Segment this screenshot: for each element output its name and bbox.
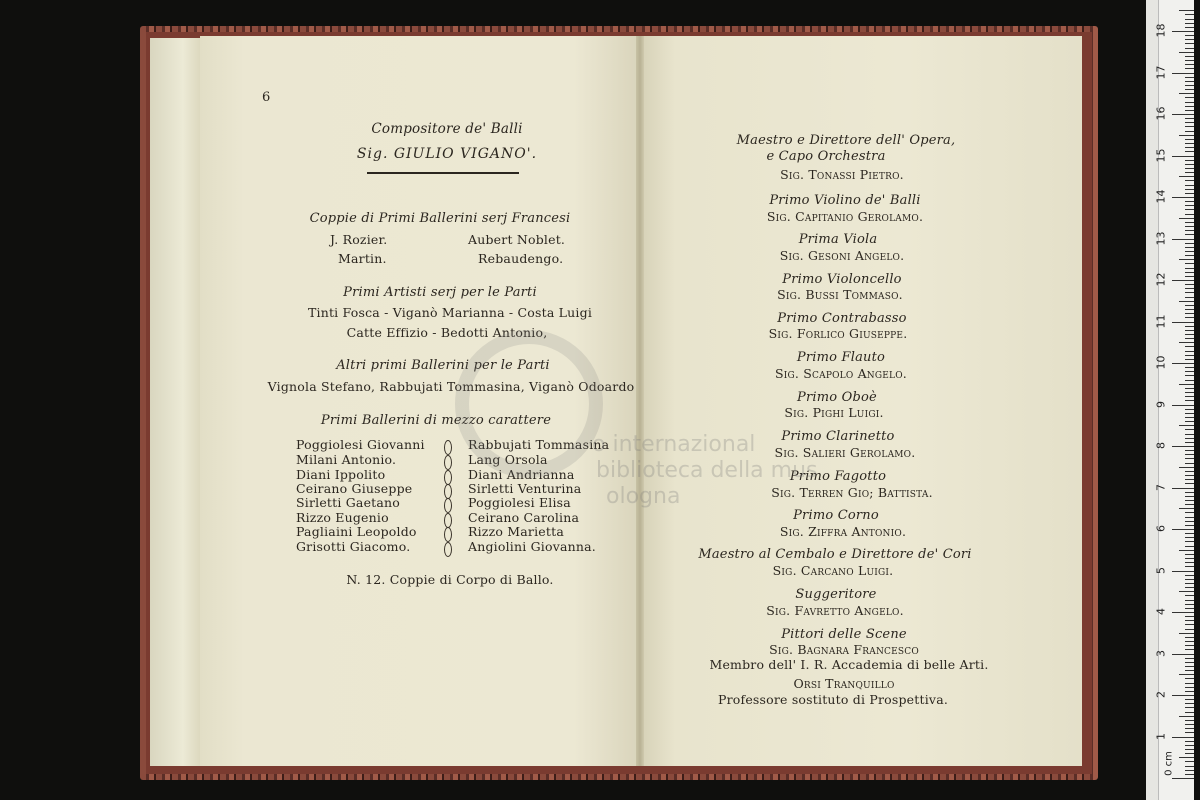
brace-ornament-icon	[444, 498, 452, 513]
entry-0-name: Sig. Tonassi Pietro.	[780, 167, 904, 182]
ruler-tick	[1185, 35, 1194, 36]
ruler-tick	[1185, 483, 1194, 484]
ruler-tick	[1185, 292, 1194, 293]
ruler-tick	[1185, 263, 1194, 264]
ruler-tick	[1185, 616, 1194, 617]
ruler-tick	[1185, 500, 1194, 501]
ruler-tick	[1185, 313, 1194, 314]
ruler-tick	[1179, 384, 1194, 385]
ruler-tick	[1185, 317, 1194, 318]
ruler-tick	[1185, 255, 1194, 256]
ruler-tick	[1185, 388, 1194, 389]
ruler-number: 6	[1154, 525, 1168, 532]
ruler-tick	[1185, 575, 1194, 576]
section4-left-1: Milani Antonio.	[296, 452, 397, 467]
entry-9-role: Primo Corno	[793, 508, 879, 523]
ruler-tick	[1172, 322, 1194, 323]
flyleaf	[150, 38, 206, 766]
section1-pair-0-left: J. Rozier.	[330, 232, 388, 247]
entry-11-role: Suggeritore	[795, 587, 877, 602]
painters-line-3: Professore sostituto di Prospettiva.	[717, 692, 949, 707]
ruler-tick	[1185, 272, 1194, 273]
section4-left-2: Diani Ippolito	[296, 467, 386, 482]
ruler-tick	[1185, 600, 1194, 601]
ruler-tick	[1185, 375, 1194, 376]
painters-line-0: Sig. Bagnara Francesco	[769, 642, 919, 657]
ruler-tick	[1179, 591, 1194, 592]
ruler-tick	[1185, 761, 1194, 762]
ruler-tick	[1185, 554, 1194, 555]
ruler-tick	[1185, 637, 1194, 638]
ruler-tick	[1185, 330, 1194, 331]
ruler-tick	[1185, 23, 1194, 24]
section4-title: Primi Ballerini di mezzo carattere	[320, 413, 552, 428]
ruler-number: 15	[1154, 148, 1168, 162]
watermark-line-3: ologna	[606, 484, 681, 509]
ruler-tick	[1185, 400, 1194, 401]
ruler-tick	[1185, 703, 1194, 704]
ruler-tick	[1185, 168, 1194, 169]
ruler-tick	[1185, 234, 1194, 235]
watermark-line-2: biblioteca della mus	[596, 458, 818, 483]
ruler-number: 2	[1154, 691, 1168, 698]
entry-6-role: Primo Oboè	[797, 390, 877, 405]
entry-9-name: Sig. Ziffra Antonio.	[779, 524, 907, 539]
entry-4-name: Sig. Forlico Giuseppe.	[768, 326, 908, 341]
ruler-tick	[1185, 43, 1194, 44]
section3-line: Vignola Stefano, Rabbujati Tommasina, Viganò Odoardo	[267, 379, 635, 394]
ruler-tick	[1172, 488, 1194, 489]
entry-3-role: Primo Violoncello	[782, 272, 902, 287]
entry-0-role2: e Capo Orchestra	[766, 149, 886, 164]
ruler-tick	[1185, 429, 1194, 430]
ruler-tick	[1172, 529, 1194, 530]
ruler-tick	[1185, 338, 1194, 339]
book-gutter	[636, 36, 644, 766]
ruler-tick	[1185, 583, 1194, 584]
ruler-tick	[1185, 732, 1194, 733]
section1-pair-0-right: Aubert Noblet.	[468, 232, 566, 247]
ruler-tick	[1185, 371, 1194, 372]
ruler-tick	[1185, 122, 1194, 123]
ruler-tick	[1185, 27, 1194, 28]
ruler-tick	[1185, 68, 1194, 69]
ruler-tick	[1185, 355, 1194, 356]
ruler-number: 3	[1154, 649, 1168, 657]
ruler-tick	[1185, 662, 1194, 663]
ruler-tick	[1185, 749, 1194, 750]
ruler-tick	[1185, 720, 1194, 721]
section4-right-3: Sirletti Venturina	[468, 481, 582, 496]
ruler-tick	[1185, 367, 1194, 368]
ruler-tick	[1185, 392, 1194, 393]
ruler-tick	[1185, 641, 1194, 642]
section2-line-1: Catte Effizio - Bedotti Antonio,	[346, 325, 548, 340]
ruler-tick	[1185, 189, 1194, 190]
ruler-tick	[1185, 185, 1194, 186]
section4-left-7: Grisotti Giacomo.	[296, 539, 411, 554]
ruler-tick	[1185, 118, 1194, 119]
ruler-tick	[1185, 151, 1194, 152]
ruler-tick	[1185, 334, 1194, 335]
ruler-tick	[1185, 629, 1194, 630]
ruler-tick	[1172, 695, 1194, 696]
section4-right-6: Rizzo Marietta	[468, 524, 565, 539]
ruler-tick	[1185, 409, 1194, 410]
ruler-tick	[1185, 106, 1194, 107]
ruler-tick	[1185, 562, 1194, 563]
ruler-tick	[1185, 77, 1194, 78]
ruler-tick	[1185, 19, 1194, 20]
ruler-tick	[1185, 492, 1194, 493]
ruler-tick	[1185, 745, 1194, 746]
ruler-number: 1	[1154, 732, 1168, 740]
ruler-tick	[1185, 521, 1194, 522]
brace-ornament-icon	[444, 484, 452, 499]
ruler-tick	[1185, 193, 1194, 194]
ruler-tick	[1179, 52, 1194, 53]
ruler-tick	[1185, 380, 1194, 381]
ruler-tick	[1185, 243, 1194, 244]
title-rule	[367, 172, 519, 174]
ruler-tick	[1185, 753, 1194, 754]
section1-pair-1-left: Martin.	[338, 251, 387, 266]
ruler-tick	[1185, 226, 1194, 227]
ruler-tick	[1185, 268, 1194, 269]
ruler-tick	[1185, 284, 1194, 285]
ruler-tick	[1185, 205, 1194, 206]
ruler-tick	[1179, 716, 1194, 717]
section4-left-6: Pagliaini Leopoldo	[296, 524, 417, 539]
ruler-tick	[1185, 496, 1194, 497]
ruler-tick	[1185, 608, 1194, 609]
ruler-tick	[1185, 288, 1194, 289]
ruler-tick	[1185, 180, 1194, 181]
ruler-tick	[1179, 633, 1194, 634]
section4-right-7: Angiolini Giovanna.	[468, 539, 596, 554]
section4-left-3: Ceirano Giuseppe	[296, 481, 413, 496]
ruler-tick	[1185, 687, 1194, 688]
ruler-tick	[1185, 230, 1194, 231]
ruler-tick	[1185, 620, 1194, 621]
ruler-tick	[1185, 413, 1194, 414]
painters-line-2: Orsi Tranquillo	[793, 676, 895, 691]
ruler-tick	[1179, 342, 1194, 343]
ruler-tick	[1185, 143, 1194, 144]
ruler-tick	[1185, 97, 1194, 98]
ruler-tick	[1185, 541, 1194, 542]
ruler-tick	[1172, 114, 1194, 115]
entry-3-name: Sig. Bussi Tommaso.	[777, 287, 903, 302]
entry-2-role: Prima Viola	[798, 232, 878, 247]
ruler-tick	[1172, 197, 1194, 198]
ruler-tick	[1185, 276, 1194, 277]
ruler-tick	[1179, 176, 1194, 177]
section4-left-4: Sirletti Gaetano	[296, 495, 401, 510]
ruler-tick	[1185, 537, 1194, 538]
entry-1-role: Primo Violino de' Balli	[769, 193, 921, 208]
entry-0-role: Maestro e Direttore dell' Opera,	[736, 133, 956, 148]
ruler-tick	[1185, 670, 1194, 671]
ruler-tick	[1172, 280, 1194, 281]
ruler-tick	[1179, 508, 1194, 509]
ruler-number: 4	[1154, 608, 1168, 615]
ruler-number: 18	[1154, 23, 1168, 38]
ruler-tick	[1185, 164, 1194, 165]
ruler-tick	[1179, 93, 1194, 94]
ruler-tick	[1179, 218, 1194, 219]
ruler-tick	[1185, 346, 1194, 347]
ruler-number: 8	[1154, 442, 1168, 449]
entry-4-role: Primo Contrabasso	[777, 311, 907, 326]
ruler-tick	[1185, 421, 1194, 422]
entry-5-role: Primo Flauto	[796, 350, 886, 365]
ruler-tick	[1185, 64, 1194, 65]
ruler-tick	[1172, 612, 1194, 613]
entry-5-name: Sig. Scapolo Angelo.	[775, 366, 907, 381]
ruler-tick	[1179, 674, 1194, 675]
ruler-number: 10	[1154, 355, 1168, 370]
section2-line-0: Tinti Fosca - Viganò Marianna - Costa Luigi	[307, 305, 593, 320]
ruler-tick	[1185, 475, 1194, 476]
ruler-tick	[1185, 56, 1194, 57]
ruler-tick	[1185, 525, 1194, 526]
brace-ornament-icon	[444, 542, 452, 557]
ruler-number: 13	[1154, 231, 1168, 245]
page-number: 6	[262, 90, 271, 105]
ruler-tick	[1185, 438, 1194, 439]
ruler-tick	[1185, 724, 1194, 725]
brace-ornament-icon	[444, 440, 452, 455]
left-footer: N. 12. Coppie di Corpo di Ballo.	[346, 572, 554, 587]
ruler-tick	[1185, 624, 1194, 625]
ruler-tick	[1185, 60, 1194, 61]
ruler-number: 5	[1154, 566, 1168, 574]
ruler-tick	[1172, 156, 1194, 157]
entry-6-name: Sig. Pighi Luigi.	[784, 405, 884, 420]
ruler-tick	[1185, 774, 1194, 775]
ruler-tick	[1185, 683, 1194, 684]
ruler-tick	[1185, 649, 1194, 650]
ruler-tick	[1185, 533, 1194, 534]
ruler-tick	[1185, 147, 1194, 148]
ruler-number: 11	[1154, 314, 1168, 328]
section3-title: Altri primi Ballerini per le Parti	[336, 358, 550, 373]
ruler-tick	[1185, 546, 1194, 547]
composer-role: Compositore de' Balli	[371, 121, 523, 137]
section4-right-1: Lang Orsola	[468, 452, 548, 467]
brace-ornament-icon	[444, 527, 452, 542]
ruler-number: 14	[1154, 189, 1168, 204]
ruler-tick	[1185, 707, 1194, 708]
section1-pair-1-right: Rebaudengo.	[478, 251, 564, 266]
ruler-tick	[1185, 666, 1194, 667]
ruler-tick	[1185, 587, 1194, 588]
ruler-tick	[1185, 305, 1194, 306]
entry-7-role: Primo Clarinetto	[781, 429, 895, 444]
ruler-tick	[1185, 89, 1194, 90]
ruler-tick	[1185, 126, 1194, 127]
ruler-tick	[1172, 31, 1194, 32]
ruler-tick	[1185, 741, 1194, 742]
ruler-tick	[1172, 654, 1194, 655]
ruler-tick	[1185, 14, 1194, 15]
ruler-tick	[1172, 446, 1194, 447]
ruler-tick	[1179, 259, 1194, 260]
ruler-tick	[1185, 326, 1194, 327]
ruler-tick	[1172, 778, 1194, 779]
ruler-tick	[1185, 678, 1194, 679]
entry-2-name: Sig. Gesoni Angelo.	[779, 248, 905, 263]
ruler-tick	[1185, 450, 1194, 451]
ruler-number: 9	[1154, 400, 1168, 408]
section2-title: Primi Artisti serj per le Parti	[343, 285, 537, 300]
ruler-tick	[1185, 595, 1194, 596]
entry-10-role: Maestro al Cembalo e Direttore de' Cori	[698, 547, 972, 562]
composer-name: Sig. GIULIO VIGANO'.	[356, 146, 538, 162]
painters-line-1: Membro dell' I. R. Accademia di belle Arti.	[709, 657, 989, 672]
ruler-tick	[1179, 425, 1194, 426]
ruler-tick	[1179, 10, 1194, 11]
ruler-tick	[1179, 467, 1194, 468]
ruler-tick	[1185, 48, 1194, 49]
section4-left-0: Poggiolesi Giovanni	[296, 437, 425, 452]
ruler-tick	[1185, 139, 1194, 140]
ruler-tick	[1179, 757, 1194, 758]
entry-8-name: Sig. Terren Gio; Battista.	[771, 485, 933, 500]
ruler-tick	[1185, 309, 1194, 310]
ruler-tick	[1185, 214, 1194, 215]
ruler-tick	[1185, 201, 1194, 202]
ruler-tick	[1185, 81, 1194, 82]
watermark-line-1: o internazional	[592, 432, 756, 457]
ruler-tick	[1185, 417, 1194, 418]
ruler-tick	[1185, 39, 1194, 40]
ruler-tick	[1185, 131, 1194, 132]
ruler-tick	[1172, 363, 1194, 364]
entry-8-role: Primo Fagotto	[789, 469, 887, 484]
section4-left-5: Rizzo Eugenio	[296, 510, 389, 525]
painters-title: Pittori delle Scene	[781, 627, 907, 642]
entry-10-name: Sig. Carcano Luigi.	[772, 563, 894, 578]
ruler-tick	[1185, 728, 1194, 729]
ruler-tick	[1179, 301, 1194, 302]
ruler-tick	[1185, 471, 1194, 472]
ruler-tick	[1185, 434, 1194, 435]
ruler-tick	[1185, 222, 1194, 223]
ruler-tick	[1172, 73, 1194, 74]
measuring-ruler	[1146, 0, 1194, 800]
ruler-tick	[1185, 247, 1194, 248]
ruler-tick	[1185, 512, 1194, 513]
brace-ornament-icon	[444, 513, 452, 528]
ruler-tick	[1185, 463, 1194, 464]
ruler-tick	[1185, 396, 1194, 397]
ruler-tick	[1185, 579, 1194, 580]
ruler-number: 16	[1154, 106, 1168, 121]
ruler-tick	[1185, 604, 1194, 605]
ruler-tick	[1185, 251, 1194, 252]
ruler-tick	[1185, 454, 1194, 455]
ruler-tick	[1185, 110, 1194, 111]
ruler-tick	[1185, 566, 1194, 567]
section4-right-5: Ceirano Carolina	[468, 510, 580, 525]
ruler-tick	[1172, 239, 1194, 240]
ruler-tick	[1185, 297, 1194, 298]
ruler-tick	[1185, 442, 1194, 443]
ruler-tick	[1185, 479, 1194, 480]
ruler-unit-label: 0 cm	[1163, 751, 1175, 776]
section1-title: Coppie di Primi Ballerini serj Francesi	[309, 211, 571, 226]
ruler-tick	[1185, 558, 1194, 559]
ruler-tick	[1185, 504, 1194, 505]
ruler-tick	[1185, 458, 1194, 459]
entry-1-name: Sig. Capitanio Gerolamo.	[766, 209, 924, 224]
ruler-tick	[1172, 737, 1194, 738]
ruler-number: 12	[1154, 272, 1168, 287]
ruler-tick	[1185, 172, 1194, 173]
ruler-tick	[1185, 102, 1194, 103]
ruler-tick	[1185, 691, 1194, 692]
ruler-tick	[1185, 645, 1194, 646]
ruler-tick	[1185, 209, 1194, 210]
section4-right-4: Poggiolesi Elisa	[468, 495, 571, 510]
section4-right-2: Diani Andrianna	[468, 467, 575, 482]
ruler-tick	[1185, 351, 1194, 352]
section4-right-0: Rabbujati Tommasina	[468, 437, 610, 452]
brace-ornament-icon	[444, 470, 452, 485]
entry-7-name: Sig. Salieri Gerolamo.	[774, 445, 916, 460]
ruler-tick	[1185, 517, 1194, 518]
brace-ornament-icon	[444, 455, 452, 470]
ruler-tick	[1185, 699, 1194, 700]
entry-11-name: Sig. Favretto Angelo.	[766, 603, 904, 618]
ruler-tick	[1185, 712, 1194, 713]
ruler-tick	[1185, 85, 1194, 86]
ruler-tick	[1172, 405, 1194, 406]
ruler-tick	[1185, 766, 1194, 767]
ruler-tick	[1185, 770, 1194, 771]
ruler-tick	[1185, 160, 1194, 161]
ruler-tick	[1179, 550, 1194, 551]
ruler-number: 17	[1154, 65, 1168, 79]
ruler-tick	[1179, 135, 1194, 136]
ruler-tick	[1185, 359, 1194, 360]
ruler-tick	[1172, 571, 1194, 572]
ruler-tick	[1185, 658, 1194, 659]
ruler-number: 7	[1154, 483, 1168, 491]
